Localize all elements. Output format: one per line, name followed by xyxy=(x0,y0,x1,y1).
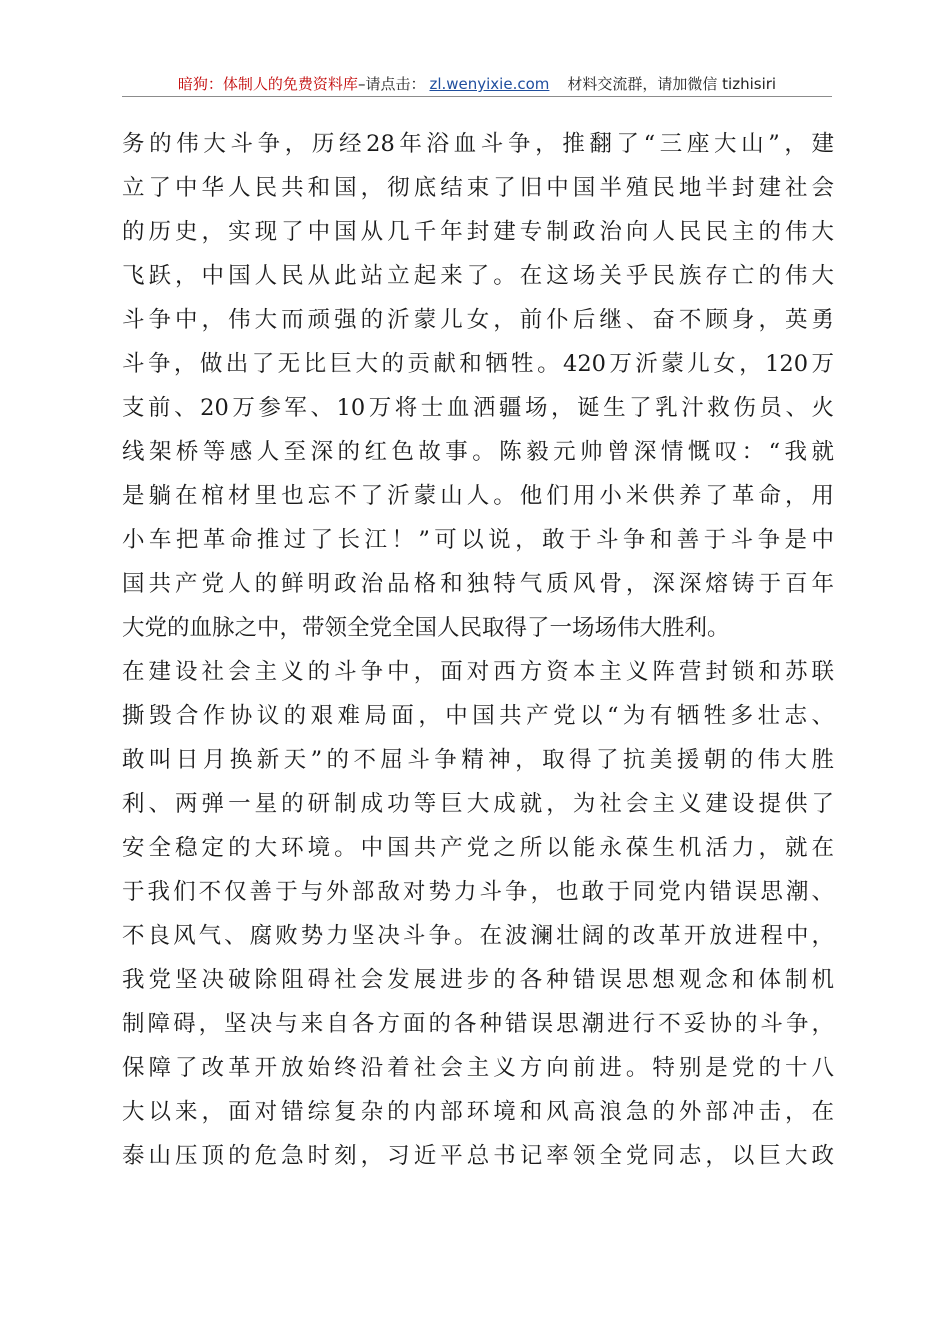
text-line: 泰山压顶的危急时刻，习近平总书记率领全党同志，以巨大政 xyxy=(122,1143,834,1169)
header-prompt: –请点击： xyxy=(357,75,426,93)
text-line: 的历史，实现了中国从几千年封建专制政治向人民民主的伟大 xyxy=(122,219,834,245)
text-line: 利、两弹一星的研制成功等巨大成就，为社会主义建设提供了 xyxy=(122,791,834,817)
text-line: 小车把革命推过了长江！”可以说，敢于斗争和善于斗争是中 xyxy=(122,527,834,553)
page-header xyxy=(122,70,832,94)
text-line: 保障了改革开放始终沿着社会主义方向前进。特别是党的十八 xyxy=(122,1055,834,1081)
text-line: 国共产党人的鲜明政治品格和独特气质风骨，深深熔铸于百年 xyxy=(122,571,834,597)
text-line: 斗争，做出了无比巨大的贡献和牺牲。420万沂蒙儿女，120万 xyxy=(122,351,834,377)
text-line: 我党坚决破除阻碍社会发展进步的各种错误思想观念和体制机 xyxy=(122,967,834,993)
text-line: 大以来，面对错综复杂的内部环境和风高浪急的外部冲击，在 xyxy=(122,1099,834,1125)
header-brand: 暗狗：体制人的免费资料库 xyxy=(177,75,358,93)
text-line: 大党的血脉之中，带领全党全国人民取得了一场场伟大胜利。 xyxy=(122,615,730,641)
text-line: 于我们不仅善于与外部敌对势力斗争，也敢于同党内错误思潮、 xyxy=(122,879,834,905)
header-divider xyxy=(122,96,832,97)
text-line: 支前、20万参军、10万将士血洒疆场，诞生了乳汁救伤员、火 xyxy=(122,395,834,421)
header-link[interactable]: zl.wenyixie.com xyxy=(429,75,550,93)
text-line: 飞跃，中国人民从此站立起来了。在这场关乎民族存亡的伟大 xyxy=(122,263,834,289)
text-line: 敢叫日月换新天”的不屈斗争精神，取得了抗美援朝的伟大胜 xyxy=(122,747,834,773)
text-line: 安全稳定的大环境。中国共产党之所以能永葆生机活力，就在 xyxy=(122,835,834,861)
text-line: 不良风气、腐败势力坚决斗争。在波澜壮阔的改革开放进程中， xyxy=(122,923,834,949)
header-group-info: 材料交流群，请加微信 tizhisiri xyxy=(567,75,777,93)
text-line: 斗争中，伟大而顽强的沂蒙儿女，前仆后继、奋不顾身，英勇 xyxy=(122,307,834,333)
text-line: 立了中华人民共和国，彻底结束了旧中国半殖民地半封建社会 xyxy=(122,175,834,201)
text-line: 制障碍，坚决与来自各方面的各种错误思潮进行不妥协的斗争， xyxy=(122,1011,834,1037)
text-line: 撕毁合作协议的艰难局面，中国共产党以“为有牺牲多壮志、 xyxy=(122,703,834,729)
text-line: 线架桥等感人至深的红色故事。陈毅元帅曾深情慨叹：“我就 xyxy=(122,439,834,465)
text-line: 是躺在棺材里也忘不了沂蒙山人。他们用小米供养了革命，用 xyxy=(122,483,834,509)
text-line: 务的伟大斗争，历经28年浴血斗争，推翻了“三座大山”，建 xyxy=(122,131,834,157)
document-body xyxy=(122,122,834,1178)
text-line: 在建设社会主义的斗争中，面对西方资本主义阵营封锁和苏联 xyxy=(122,659,834,685)
